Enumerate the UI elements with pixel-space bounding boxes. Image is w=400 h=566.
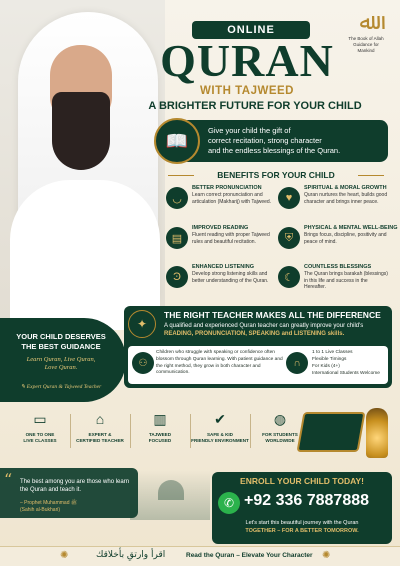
teacher-body: A qualified and experienced Quran teacher can greatly improve your child's READING, PRONUNCIATION, SPEAKING and LISTENING skills. [164,323,364,337]
ear-icon: Ͽ [166,266,188,288]
footer-arabic: اقرأ وارتقِ بأخلاقك [96,550,166,560]
online-badge: ONLINE [192,21,310,39]
footer-text: Read the Quran – Elevate Your Character [186,552,313,559]
open-book-icon: ▥ [153,411,167,427]
crescent-icon: ☾ [278,266,300,288]
enroll-box: ENROLL YOUR CHILD TODAY! ✆ +92 336 7887888 Let's start this beautiful journey with the Quran TOGETHER – FOR A BETTER TOMORROW. [212,472,392,544]
whatsapp-icon[interactable]: ✆ [218,492,240,514]
teacher-info-box: ⚇ Children who struggle with speaking or confidence often blossom through Quran learning. With patient guidance and the right method, they grow in both character and communication. ∩ 1 to 1 Live Classes Flexible Timings For Kids (4+) International Students Welcome [128,346,388,384]
page-subtitle: WITH TAJWEED [200,85,294,97]
benefit-item: ♥ SPIRITUAL & MORAL GROWTH Quran nurtures the heart, builds good character and brings inner peace. [278,185,386,229]
benefit-item: ◡ BETTER PRONUNCIATION Learn correct pronunciation and articulation (Makharij) with Tajweed. [166,185,274,229]
lantern-decoration [366,408,388,458]
benefit-item: Ͽ ENHANCED LISTENING Develop strong listening skills and better understanding of the Quran. [166,264,274,308]
teacher-panel [124,306,392,388]
monitor-icon: ▭ [33,411,47,427]
benefit-item: ▤ IMPROVED READING Fluent reading with proper Tajweed rules and beautiful recitation. [166,225,274,269]
features-row [10,410,310,454]
graduation-cap-icon: ⌂ [95,411,105,427]
page-title: QURAN [160,35,334,86]
hadith-box: “ The best among you are those who learn the Quran and teach it. – Prophet Muhammad ﷺ (Sahih al-Bukhari) [0,468,138,518]
benefit-item: ☾ COUNTLESS BLESSINGS The Quran brings barakah (blessings) in this life and success in the Hereafter. [278,264,386,308]
feature-item: ▥ TAJWEED FOCUSED [130,410,190,454]
phone-number[interactable]: +92 336 7887888 [244,492,370,509]
class-facts: 1 to 1 Live Classes Flexible Timings For Kids (4+) International Students Welcome [312,350,380,376]
headphones-icon: ∩ [286,352,308,374]
feature-item: ⌂ EXPERT & CERTIFIED TEACHER [70,410,130,454]
teacher-portrait [0,0,165,330]
ornament-icon: ✺ [60,550,69,561]
shield-icon: ⛨ [278,227,300,249]
book-icon: ▤ [166,227,188,249]
benefits-heading: BENEFITS FOR YOUR CHILD [168,170,384,180]
footer [0,546,400,566]
gift-banner [158,120,388,162]
people-icon: ⚇ [132,352,154,374]
shield-check-icon: ✔ [214,411,226,427]
feature-item: ✔ SAFE & KID FRIENDLY ENVIRONMENT [190,410,250,454]
logo [344,10,388,54]
quote-icon: “ [4,470,13,489]
logo-line-1: The Book of Allah [348,36,384,41]
calligraphy-logo-icon: ﷲ [359,10,373,35]
logo-line-2: Guidance for Mankind [353,42,379,53]
star-icon: ✦ [128,310,156,338]
feature-item: ▭ ONE TO ONE LIVE CLASSES [23,411,57,443]
benefit-item: ⛨ PHYSICAL & MENTAL WELL-BEING Brings focus, discipline, positivity and peace of mind. [278,225,386,269]
teacher-heading: THE RIGHT TEACHER MAKES ALL THE DIFFERENCE [164,310,381,320]
heart-hands-icon: ♥ [278,187,300,209]
guidance-panel: YOUR CHILD DESERVES THE BEST GUIDANCE Learn Quran, Live Quran, Love Quran. ✎ Expert Quran & Tajweed Teacher [0,318,126,402]
gift-text: Give your child the gift of correct recitation, strong character and the endless blessings of the Quran. [208,126,341,155]
mosque-dome [158,480,184,500]
beard [52,92,110,170]
ornament-icon: ✺ [322,550,331,561]
globe-icon: ◍ [273,411,287,427]
tagline: A BRIGHTER FUTURE FOR YOUR CHILD [148,100,362,112]
quran-stand-icon: 📖 [154,118,200,164]
signature-line: ✎ Expert Quran & Tajweed Teacher [20,384,102,390]
quran-book-decoration [296,412,365,452]
feature-item: ◍ FOR STUDENTS WORLDWIDE [250,410,310,454]
mouth-icon: ◡ [166,187,188,209]
enroll-heading: ENROLL YOUR CHILD TODAY! [240,476,364,486]
